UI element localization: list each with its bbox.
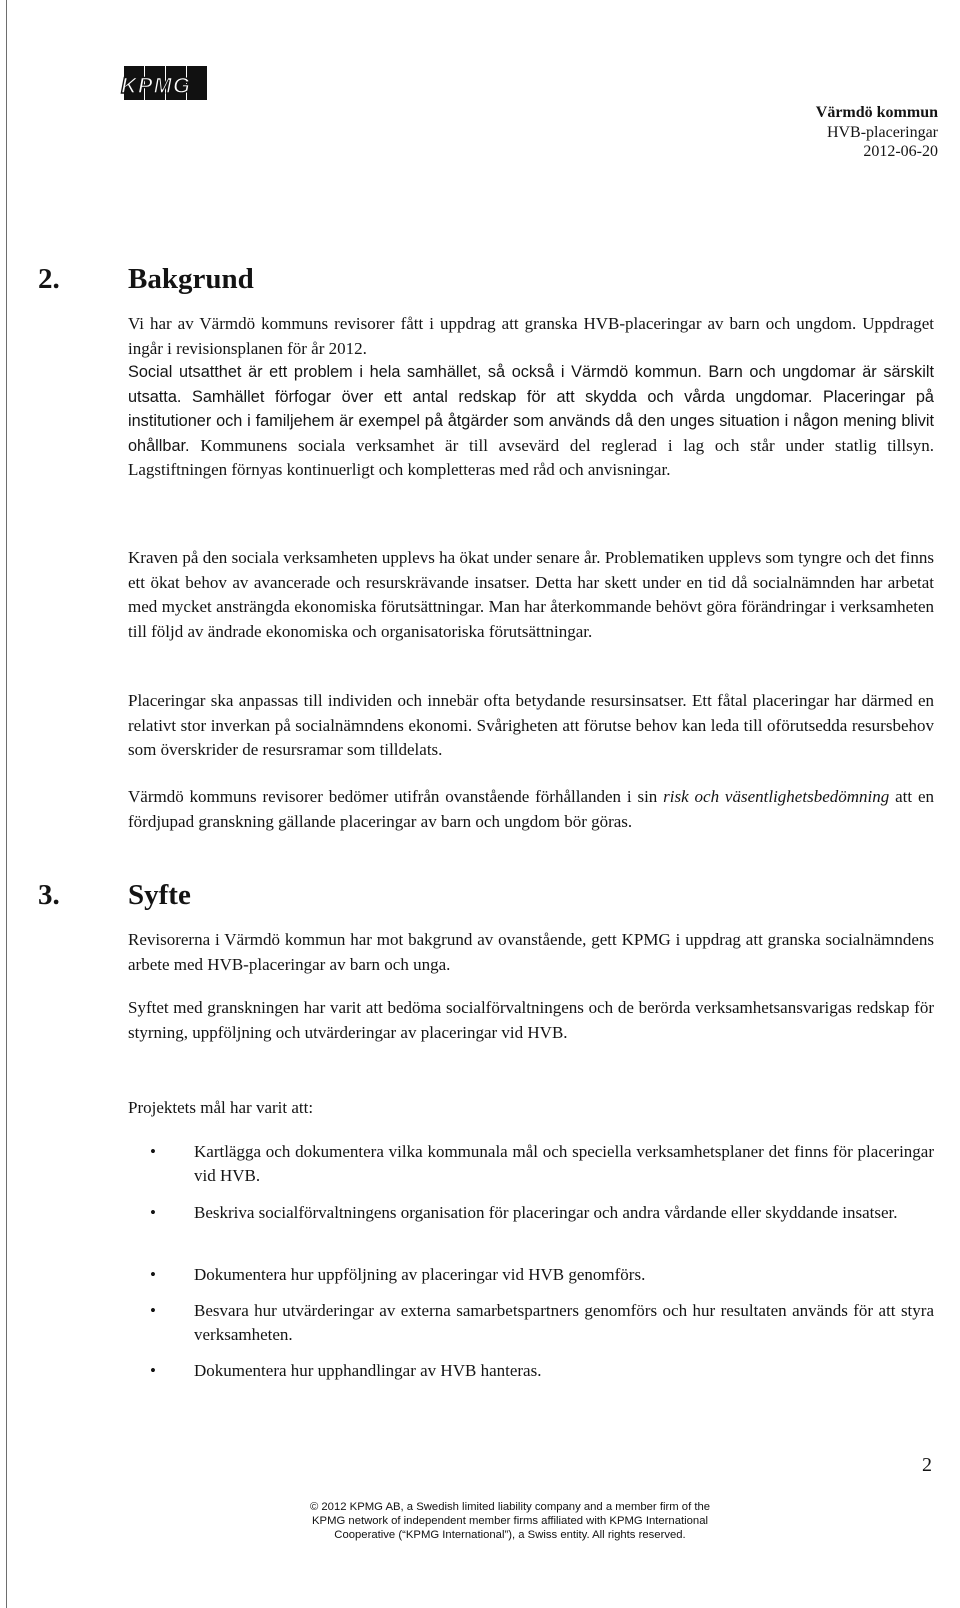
bullet-icon: •: [150, 1361, 156, 1380]
bakgrund-p5: [128, 785, 934, 834]
paragraph: Vi har av Värmdö kommuns revisorer fått i uppdrag att granska HVB-placeringar av barn och ungdom. Uppdraget ingår i revisionsplanen för år 2012.: [128, 314, 934, 358]
list-item: [128, 1140, 934, 1188]
list-item: [128, 1299, 934, 1347]
section-number: 2.: [38, 263, 60, 295]
paragraph-text: Kommunens sociala verksamhet är till avsevärd del reglerad i lag och står under statlig tillsyn. Lagstiftningen förnyas kontinuerligt och kompletteras med råd och anvisningar.: [128, 435, 934, 479]
list-item-text: Besvara hur utvärderingar av externa samarbetspartners genomförs och hur resultaten används för att styra verksamheten.: [194, 1301, 934, 1344]
list-item: [128, 1359, 934, 1383]
section-heading-syfte: [38, 879, 191, 912]
header-subject: HVB-placeringar: [826, 123, 938, 141]
section-title: Syfte: [128, 879, 191, 911]
paragraph: [128, 360, 934, 483]
syfte-p3: [128, 1096, 934, 1121]
syfte-p2: [128, 996, 934, 1045]
header-date: 2012-06-20: [863, 143, 938, 160]
paragraph: Placeringar ska anpassas till individen och innebär ofta betydande resursinsatser. Ett fåtal placeringar har därmed en relativt stor inverkan på socialnämndens ekonomi. Svårigheten att förutse behov kan leda till oförutsedda resursbehov som överskrider de resursramar som tilldelats.: [128, 691, 934, 759]
paragraph-text: Värmdö kommuns revisorer bedömer utifrån ovanstående förhållanden i sin: [128, 787, 664, 806]
paragraph: Revisorerna i Värmdö kommun har mot bakgrund av ovanstående, gett KPMG i uppdrag att granska socialnämndens arbete med HVB-placeringar av barn och unga.: [128, 930, 934, 974]
page-edge-line: [6, 0, 7, 1608]
bullet-icon: •: [150, 1301, 156, 1320]
logo-text: KPMG: [121, 73, 191, 98]
bakgrund-p1: [128, 312, 934, 361]
header-organization: Värmdö kommun: [815, 104, 938, 121]
paragraph-text: att en fördjupad granskning gällande placeringar av barn och ungdom bör göras.: [128, 787, 934, 831]
list-item: [128, 1201, 934, 1225]
list-item: [128, 1263, 934, 1287]
document-header: [816, 103, 938, 162]
paragraph: Syftet med granskningen har varit att bedöma socialförvaltningens och de berörda verksamhetsansvarigas redskap för styrning, uppföljning och utvärderingar av placeringar vid HVB.: [128, 998, 934, 1042]
paragraph: Kraven på den sociala verksamheten upplevs ha ökat under senare år. Problematiken upplevs som tyngre och det finns ett ökat behov av avancerade och resurskrävande insatser. Detta har skett under en tid då socialnämnden har arbetat med mycket ansträngda ekonomiska förutsättningar. Man har återkommande behövt göra förändringar i verksamheten till följd av ändrade ekonomiska och organisatoriska förutsättningar.: [128, 548, 934, 641]
page-number: 2: [922, 1454, 932, 1476]
section-heading-bakgrund: [38, 263, 254, 296]
list-item-text: Dokumentera hur uppföljning av placeringar vid HVB genomförs.: [194, 1265, 646, 1284]
list-item-text: Beskriva socialförvaltningens organisation för placeringar och andra vårdande eller skyddande insatser.: [194, 1203, 898, 1222]
paragraph-italic: risk och väsentlighetsbedömning: [663, 787, 890, 806]
section-number: 3.: [38, 879, 60, 911]
paragraph: [128, 785, 934, 834]
bullet-icon: •: [150, 1265, 156, 1284]
footer-line: Cooperative (“KPMG International”), a Swiss entity. All rights reserved.: [334, 1529, 686, 1541]
paragraph: Projektets mål har varit att:: [128, 1098, 314, 1117]
list-item-text: Dokumentera hur upphandlingar av HVB hanteras.: [194, 1361, 542, 1380]
syfte-p1: [128, 928, 934, 977]
footer-line: KPMG network of independent member firms affiliated with KPMG International: [312, 1515, 708, 1527]
copyright-footer: [250, 1500, 770, 1542]
section-title: Bakgrund: [128, 263, 254, 295]
bullet-icon: •: [150, 1203, 156, 1222]
kpmg-logo: [121, 66, 208, 100]
paragraph-text-sans: Social utsatthet är ett problem i hela samhället, så också i Värmdö kommun. Barn och ungdomar är särskilt utsatta. Samhället förfogar över ett antal redskap för att skydda och vårda ungdomar. Placeringar på institutioner och i familjehem är exempel på åtgärder som används då den unges situation i någon mening blivit ohållbar.: [128, 363, 934, 455]
bakgrund-p2: [128, 360, 934, 483]
bakgrund-p3: [128, 546, 934, 644]
bakgrund-p4: [128, 689, 934, 763]
bullet-icon: •: [150, 1142, 156, 1161]
list-item-text: Kartlägga och dokumentera vilka kommunala mål och speciella verksamhetsplaner det finns för placeringar vid HVB.: [194, 1142, 934, 1185]
footer-line: © 2012 KPMG AB, a Swedish limited liability company and a member firm of the: [309, 1501, 711, 1513]
